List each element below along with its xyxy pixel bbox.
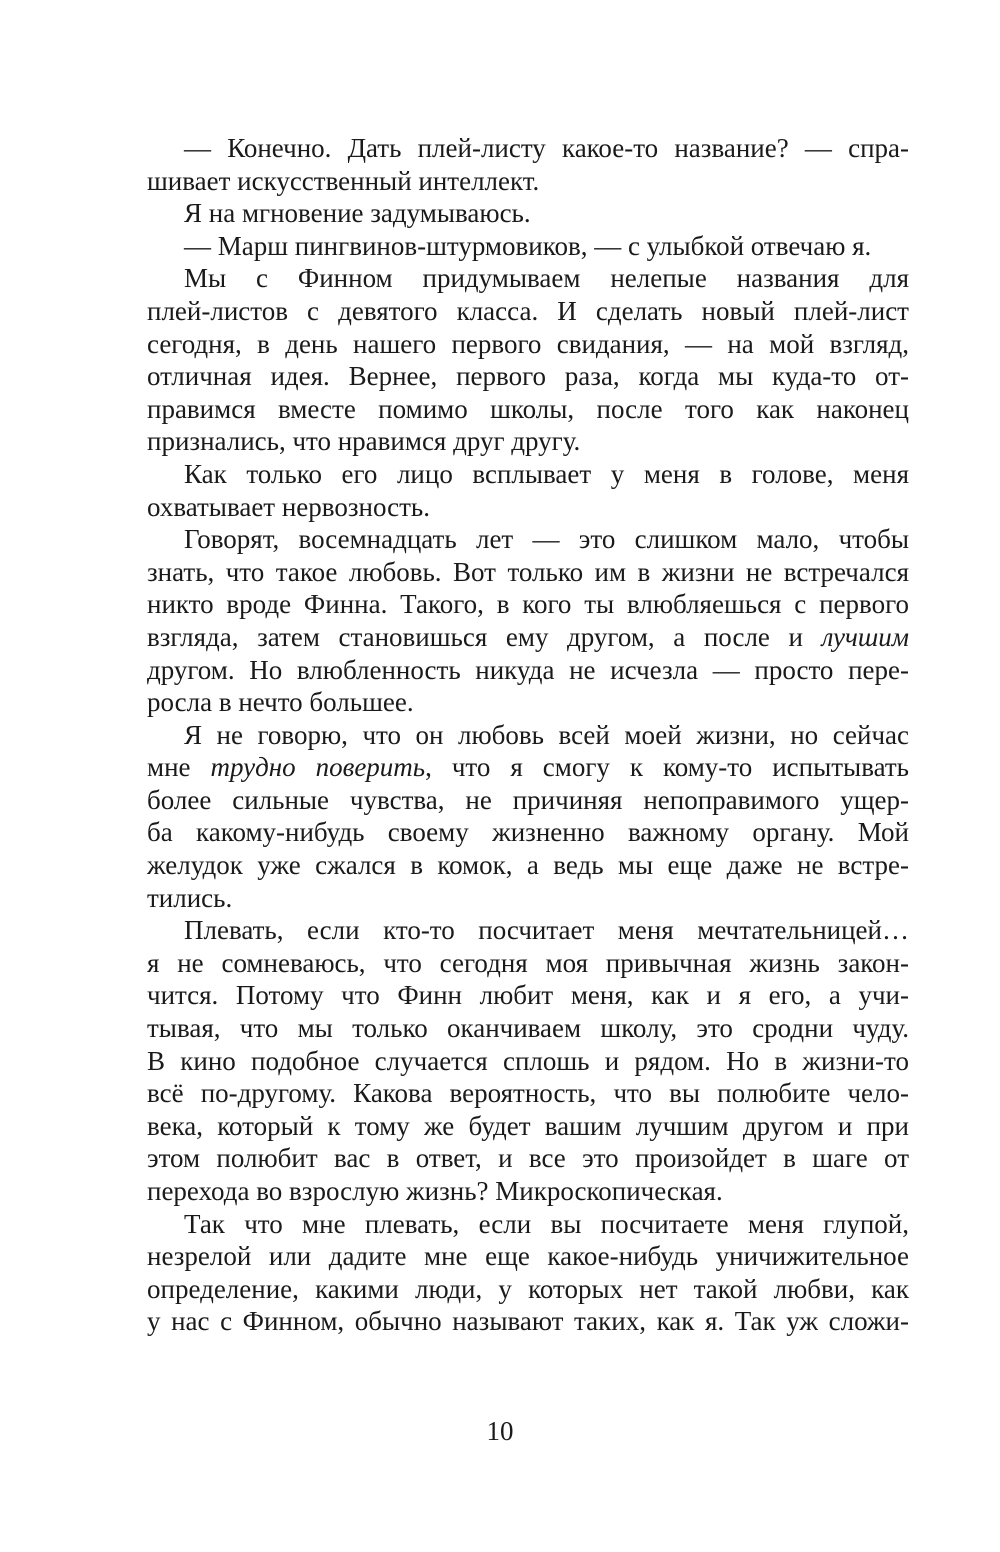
- text-line: Я на мгновение задумываюсь.: [184, 198, 531, 229]
- paragraph: [147, 230, 909, 263]
- italic-emphasis: лучшим: [821, 621, 909, 652]
- text-line: правимся вместе помимо школы, после того как наконец: [147, 393, 909, 424]
- text-segment: мне: [147, 752, 211, 783]
- paragraph: [147, 1208, 909, 1338]
- italic-emphasis: трудно поверить: [210, 752, 426, 783]
- page-number: 10: [486, 1416, 514, 1446]
- text-line: признались, что нравимся друг другу.: [147, 426, 581, 457]
- text-line: тывая, что мы только оканчиваем школу, это сродни чуду.: [147, 1013, 909, 1044]
- text-line: никто вроде Финна. Такого, в кого ты влюбляешься с первого: [147, 589, 909, 620]
- text-line: незрелой или дадите мне еще какое-нибудь уничижительное: [147, 1241, 909, 1272]
- text-line: определение, какими люди, у которых нет такой любви, как: [147, 1273, 909, 1304]
- text-line: знать, что такое любовь. Вот только им в жизни не встречался: [147, 556, 909, 587]
- text-line: отличная идея. Вернее, первого раза, когда мы куда-то от-: [147, 361, 909, 392]
- paragraph: [147, 458, 909, 523]
- text-line: Как только его лицо всплывает у меня в голове, меня: [184, 458, 909, 489]
- text-line: перехода во взрослую жизнь? Микроскопическая.: [147, 1176, 723, 1206]
- text-line: желудок уже сжался в комок, а ведь мы еще даже не встре-: [147, 850, 909, 881]
- paragraph: [147, 914, 909, 1207]
- text-line: Так что мне плевать, если вы посчитаете меня глупой,: [184, 1208, 909, 1239]
- text-line: — Марш пингвинов-штурмовиков, — с улыбкой отвечаю я.: [184, 230, 872, 261]
- text-segment: взгляда, затем становишься ему другом, а после и: [147, 621, 822, 652]
- text-line: В кино подобное случается сплошь и рядом. Но в жизни-то: [147, 1045, 909, 1076]
- text-line: [147, 751, 909, 784]
- text-line: у нас с Финном, обычно называют таких, как я. Так уж сложи-: [147, 1306, 909, 1337]
- paragraph: [147, 523, 909, 719]
- text-line: Мы с Финном придумываем нелепые названия для: [184, 263, 909, 294]
- paragraph: [147, 719, 909, 915]
- text-line: более сильные чувства, не причиняя непоправимого ущер-: [147, 784, 909, 815]
- text-line: чится. Потому что Финн любит меня, как и я его, а учи-: [147, 980, 909, 1011]
- text-line: плей-листов с девятого класса. И сделать новый плей-лист: [147, 295, 909, 326]
- text-line: росла в нечто большее.: [147, 687, 414, 718]
- text-line: века, который к тому же будет вашим лучшим другом и при: [147, 1110, 909, 1141]
- paragraph: [147, 262, 909, 458]
- text-line: этом полюбит вас в ответ, и все это произойдет в шаге от: [147, 1143, 909, 1174]
- text-line: — Конечно. Дать плей-листу какое-то название? — спра-: [184, 133, 909, 163]
- text-line: тились.: [147, 882, 233, 913]
- text-line: шивает искусственный интеллект.: [147, 165, 540, 196]
- text-line: ба какому-нибудь своему жизненно важному органу. Мой: [147, 817, 909, 848]
- paragraph: [147, 197, 909, 230]
- text-line: всё по-другому. Какова вероятность, что вы полюбите чело-: [147, 1078, 909, 1109]
- text-line: Говорят, восемнадцать лет — это слишком мало, чтобы: [184, 524, 909, 555]
- book-page-body: [147, 132, 909, 1338]
- paragraph: [147, 132, 909, 197]
- text-line: я не сомневаюсь, что сегодня моя привычная жизнь закон-: [147, 947, 909, 978]
- text-line: сегодня, в день нашего первого свидания, — на мой взгляд,: [147, 328, 909, 359]
- text-line: Я не говорю, что он любовь всей моей жизни, но сейчас: [184, 719, 909, 750]
- text-line: [147, 621, 909, 654]
- text-line: охватывает нервозность.: [147, 491, 430, 522]
- text-line: другом. Но влюбленность никуда не исчезла — просто пере-: [147, 654, 909, 685]
- text-segment: , что я смогу к кому-то испытывать: [425, 752, 909, 783]
- text-line: Плевать, если кто-то посчитает меня мечтательницей…: [184, 915, 909, 946]
